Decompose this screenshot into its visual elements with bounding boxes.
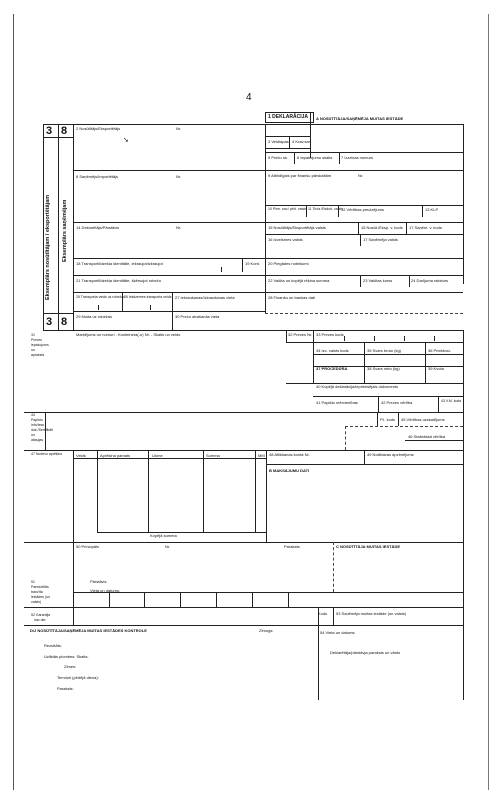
field-37-label: 37 PROCEDŪRA xyxy=(316,366,348,371)
field-39-label: 39 Kvota xyxy=(428,366,444,371)
field-40-label: 40 Kopējā deklarācija/iepriekšējais dokuments xyxy=(316,384,399,389)
field-29-label: 29 Muita uz robežas xyxy=(76,314,113,319)
field-15a-label: 15 Nosūt./Eksp. v. kods xyxy=(361,225,403,230)
field-31-label: 31 Preces iepakojums un apraksts xyxy=(31,333,49,357)
field-b-label: B MAKSĀJUMU DATI xyxy=(269,468,310,473)
field-54-label: 54 Vieta un datums: xyxy=(320,630,356,635)
field-46-label: 46 Statistiskā vērtība xyxy=(408,434,446,439)
field-52-code: Kods xyxy=(318,611,328,616)
form-code-8-top: 8 xyxy=(61,125,68,137)
field-22-label: 22 Valūta un kopējā rēķina summa xyxy=(268,278,330,283)
field-16-label: 16 Izcelsmes valsts xyxy=(268,237,303,242)
field-51-place: Vieta un datums: xyxy=(90,588,120,593)
side-label-exporter: Eksemplārs nosūtītājam / eksportētājam xyxy=(45,194,51,300)
field-17a-label: 17 Saņēm. v. kods xyxy=(409,225,442,230)
field-47-col-base: Aprēķina pamats xyxy=(100,453,131,458)
side-label-consignee: Eksemplārs saņēmējam xyxy=(62,199,68,262)
field-47-col-rate: Likme xyxy=(152,453,163,458)
field-9-nr: Nr. xyxy=(358,173,364,178)
field-15-label: 15 Nosūtītājs/Eksportētājs valsts xyxy=(268,225,326,230)
field-42-label: 42 Preces vērtība xyxy=(381,400,413,405)
field-32-label: 32 Preces Nr. xyxy=(288,332,313,337)
page-number: 4 xyxy=(246,92,252,103)
field-24-label: 24 Darījuma raksturs xyxy=(411,278,449,283)
field-50-nr: Nr. xyxy=(165,544,171,549)
field-54-sub: Deklarētāja/pārstāvja paraksts un vārds xyxy=(330,650,401,655)
field-17-label: 17 Saņēmēja valsts xyxy=(363,237,398,242)
field-27-label: 27 Iekraušanas/Izkraušanas vieta xyxy=(175,295,235,300)
field-8-nr: Nr. xyxy=(176,174,182,179)
field-44-label: 44 Papildu info/Iesn. dok./Sertifikāti un atļaujas xyxy=(31,413,53,442)
field-6-label: 6 Iepakojumu skaits xyxy=(297,155,333,160)
d-row-signature: Paraksts: xyxy=(57,686,74,691)
field-50-label: 50 Principāls xyxy=(76,544,99,549)
field-51-rep: Pārstāvis xyxy=(90,579,107,584)
field-52-sub: nav der. xyxy=(34,618,47,622)
field-18-label: 18 Transportlīdzekļa identitāte, iekraujot/izkraujot xyxy=(76,261,163,266)
field-48-label: 48 Atlikšanas konta Nr. xyxy=(269,452,310,457)
arrow-mark-icon: ➘ xyxy=(123,137,129,144)
field-38-label: 38 Svars neto (kg) xyxy=(367,366,400,371)
field-33-label: 33 Preces kods xyxy=(316,332,344,337)
field-47-col-type: Veids xyxy=(76,453,86,458)
field-8-label: 8 Saņēmējs/Importētājs xyxy=(76,174,119,179)
field-7-label: 7 Uzziņas numurs xyxy=(341,155,374,160)
field-34-label: 34 Izc. valsts kods xyxy=(316,348,349,353)
declaration-title: 1 DEKLARĀCIJA xyxy=(268,114,309,120)
field-31-desc: Marķējums un numuri - Konteinera(-u) Nr. - Skaits un veids xyxy=(76,332,181,337)
field-4-label: 4 Krav.sar. xyxy=(292,139,311,144)
d-row-seals: Uzliktās plombes: Skaits: xyxy=(44,654,89,659)
field-d-stamp: Zīmogs: xyxy=(259,628,274,633)
field-5-label: 5 Preču sk. xyxy=(268,155,289,160)
field-36-label: 36 Priekšroc. xyxy=(428,348,452,353)
field-47-total: Kopējā summa xyxy=(150,533,177,538)
field-14-label: 14 Deklarētājs/Pārstāvis xyxy=(76,225,120,230)
field-23-label: 23 Valūtas kurss xyxy=(363,278,393,283)
field-12-label: 12 Vērtības precizējums xyxy=(341,207,384,212)
form-code-3-bottom: 3 xyxy=(46,316,53,328)
field-d-label: D/J NOSŪTĪTĀJA/SAŅĒMĒJA MUITAS IESTĀDES KONTROLE xyxy=(30,628,147,633)
field-44-code: P.I. kods xyxy=(380,417,396,422)
d-row-marks: Zīmes: xyxy=(64,664,77,669)
field-20-label: 20 Piegādes noteikumi xyxy=(268,261,309,266)
field-9-label: 9 Atbildīgais par finanšu pārskaitām xyxy=(268,173,332,178)
field-28-label: 28 Finanšu un bankas dati xyxy=(268,295,315,300)
field-2-nr: Nr. xyxy=(176,126,182,131)
field-47-col-sum: Summa xyxy=(206,453,220,458)
d-row-deadline: Termiņš (pēdējā diena): xyxy=(57,675,99,680)
field-45-label: 45 Vērtības uzskaitījums xyxy=(401,417,445,422)
field-26-label: 26 Iekšzemes transporta veids xyxy=(124,295,172,299)
field-52-label: 52 Garantija xyxy=(31,613,51,617)
field-47-col-mm: MM xyxy=(258,453,265,458)
form-code-8-bottom: 8 xyxy=(61,316,68,328)
field-2-label: 2 Nosūtītājs/Eksportētājs xyxy=(76,126,121,131)
field-51-label: 51 Paredzētās tranzīta iestādes (un valsts) xyxy=(31,580,51,604)
field-41-label: 41 Papildu mērvienības xyxy=(316,400,358,405)
field-47-label: 47 Nodevu aprēķins xyxy=(31,452,63,456)
field-53-label: 53 Saņēmēja muitas iestāde (un valsts) xyxy=(336,611,407,616)
form-code-3-top: 3 xyxy=(46,125,53,137)
field-14-nr: Nr. xyxy=(176,225,182,230)
field-50-sign: Paraksts: xyxy=(284,544,301,549)
field-13-label: 13 KLP xyxy=(425,207,439,212)
field-21-label: 21 Transportlīdzekļa identitāte, šķērsojot robežu xyxy=(76,278,161,283)
field-19-label: 19 Kont. xyxy=(245,261,260,266)
field-49-label: 49 Noliktavas apzīmējums xyxy=(367,452,414,457)
field-25-label: 25 Transporta veids uz robežas xyxy=(76,295,125,299)
field-10-label: 10 Pirm. sav./ pēd. valsts xyxy=(268,207,307,211)
header-customs-office: A NOSŪTĪTĀJA/SAŅĒMĒJA MUITAS IESTĀDE xyxy=(316,116,404,121)
field-35-label: 35 Svars bruto (kg) xyxy=(367,348,402,353)
field-43-label: 43 V.M. kods xyxy=(441,399,462,403)
field-3-label: 3 Veidlapas xyxy=(268,139,289,144)
field-11-label: 11 Tirdz./Ražoš. valsts xyxy=(308,207,343,211)
field-30-label: 30 Preču atrašanās vieta xyxy=(175,314,220,319)
d-row-result: Rezultāts: xyxy=(44,643,62,648)
field-c-label: C NOSŪTĪTĀJA MUITAS IESTĀDE xyxy=(336,544,401,549)
